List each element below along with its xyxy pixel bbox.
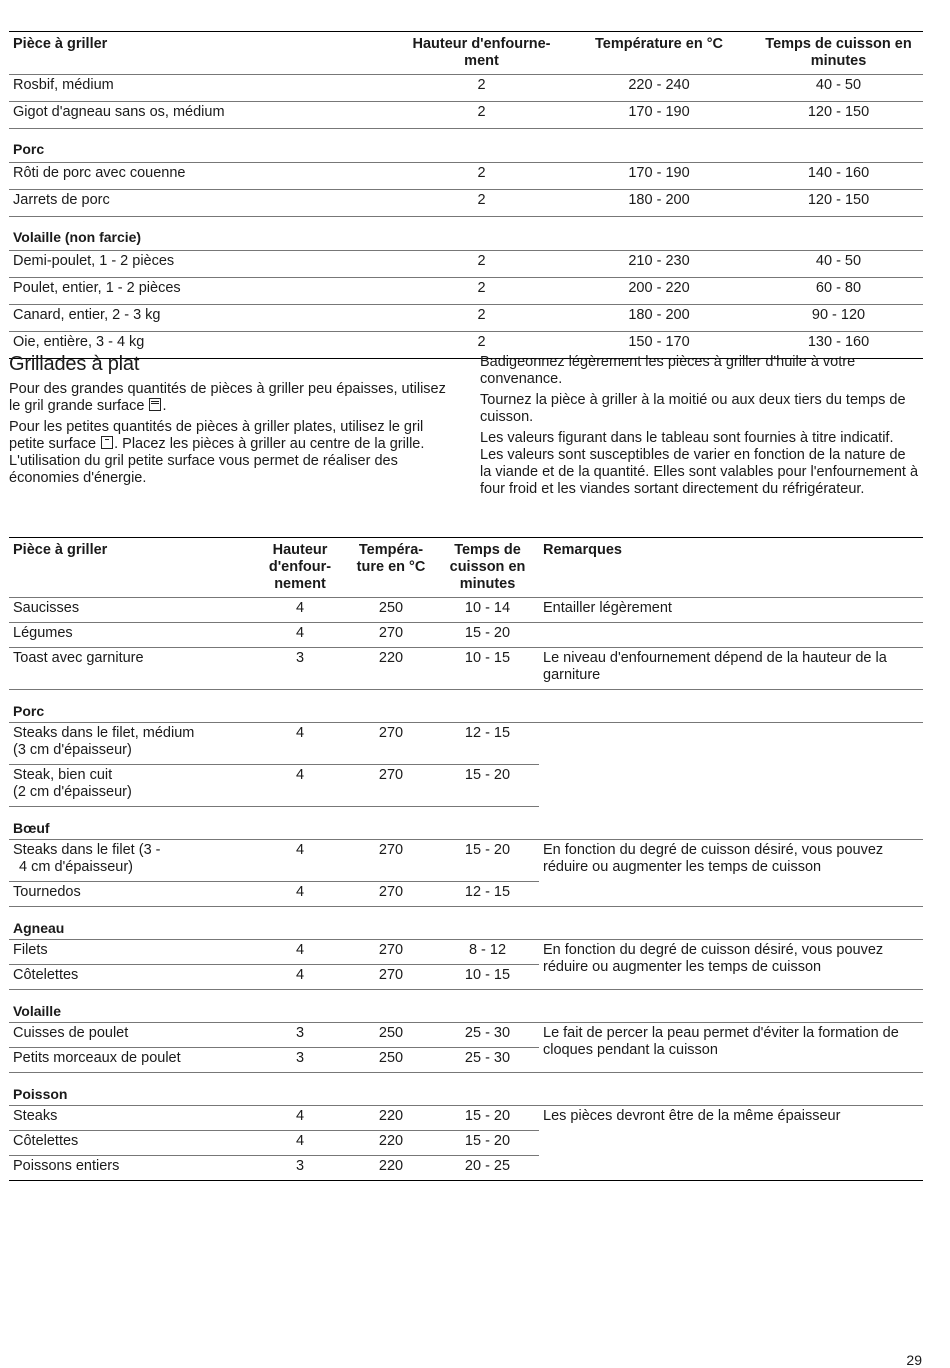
group-label: Agneau: [9, 907, 923, 940]
cell: 10 - 14: [436, 598, 539, 623]
cell: 15 - 20: [436, 1131, 539, 1156]
cell: 250: [346, 1023, 436, 1048]
cell: 4: [254, 840, 346, 882]
cell: 270: [346, 723, 436, 765]
group-label: Bœuf: [9, 807, 923, 840]
paragraph: Badigeonnez légèrement les pièces à griller d'huile à votre convenance.: [480, 354, 856, 387]
page-number: 29: [906, 1352, 922, 1368]
table-row: [9, 251, 923, 278]
cell: 25 - 30: [436, 1023, 539, 1048]
cell: 220 - 240: [564, 75, 754, 102]
cell: 15 - 20: [436, 1106, 539, 1131]
cell: 4: [254, 598, 346, 623]
cell: 2: [399, 102, 564, 129]
remark-cell: En fonction du degré de cuisson désiré, vous pouvez réduire ou augmenter les temps de cuisson: [539, 940, 923, 990]
paragraph: [9, 381, 449, 415]
cell: 170 - 190: [564, 163, 754, 190]
table-row: [9, 163, 923, 190]
cell-line: Steaks dans le filet, médium: [13, 725, 195, 741]
table-row: [9, 102, 923, 129]
cell: Poissons entiers: [13, 1158, 120, 1174]
cell: 15 - 20: [436, 765, 539, 807]
paragraph: Les valeurs figurant dans le tableau sont fournies à titre indicatif. Les valeurs sont susceptibles de varier en fonction de la nature de la viande et de la quantité. Elles sont valables pour l'enfournement à four froid et les viandes sortant directement du réfrigérateur.: [480, 430, 919, 497]
cell: 2: [399, 251, 564, 278]
group-row: [9, 907, 923, 940]
paragraph: [9, 419, 449, 487]
cell: 4: [254, 940, 346, 965]
cell: 270: [346, 623, 436, 648]
remark-cell: Le fait de percer la peau permet d'éviter la formation de cloques pendant la cuisson: [539, 1023, 923, 1073]
large-grill-icon: [149, 398, 161, 411]
col-header: Tempéra-ture en °C: [346, 538, 436, 598]
cell: 40 - 50: [754, 251, 923, 278]
group-label: Poisson: [9, 1073, 923, 1106]
cell: Filets: [9, 940, 254, 965]
remark-cell: [539, 623, 923, 648]
cell: Saucisses: [9, 598, 254, 623]
cell: 12 - 15: [436, 882, 539, 907]
cell: 120 - 150: [754, 190, 923, 217]
cell: 3: [254, 1023, 346, 1048]
cell: 8 - 12: [436, 940, 539, 965]
col-header: Temps de cuisson en minutes: [436, 538, 539, 598]
cell: 140 - 160: [754, 163, 923, 190]
cell: [9, 765, 254, 807]
paragraph-text: .: [162, 398, 167, 414]
table-header: [9, 32, 923, 75]
cell: 200 - 220: [564, 278, 754, 305]
cell: 250: [346, 1048, 436, 1073]
cell: 2: [399, 190, 564, 217]
cell: [9, 723, 254, 765]
col-header: Température en °C: [564, 32, 754, 75]
cell: Rôti de porc avec couenne: [9, 163, 399, 190]
col-header: Pièce à griller: [9, 538, 254, 598]
remark-cell: [539, 723, 923, 807]
table-header: [9, 538, 923, 598]
cell: Petits morceaux de poulet: [9, 1048, 254, 1073]
grilling-table: [9, 537, 923, 1181]
col-header: Remarques: [539, 538, 923, 598]
cell: Tournedos: [9, 882, 254, 907]
group-row: [9, 129, 923, 163]
cell: Poulet, entier, 1 - 2 pièces: [9, 278, 399, 305]
group-label: Porc: [9, 690, 923, 723]
cell: Steaks: [9, 1106, 254, 1131]
cell-line: (3 cm d'épaisseur): [13, 742, 132, 758]
cell: 4: [254, 723, 346, 765]
remark-cell: En fonction du degré de cuisson désiré, vous pouvez réduire ou augmenter les temps de cuisson: [539, 840, 923, 907]
table-row: [9, 278, 923, 305]
cell-line: 4 cm d'épaisseur): [19, 859, 133, 875]
cell-line: Steak, bien cuit: [13, 767, 113, 783]
cell: 2: [399, 75, 564, 102]
roasting-table: [9, 31, 923, 359]
cell: 220: [346, 1131, 436, 1156]
cell: 130 - 160: [807, 334, 870, 350]
cell: 180 - 200: [564, 190, 754, 217]
cell: 12 - 15: [436, 723, 539, 765]
cell: 10 - 15: [436, 965, 539, 990]
cell-line: (2 cm d'épaisseur): [13, 784, 132, 800]
cell: 170 - 190: [564, 102, 754, 129]
col-header: Hauteur d'enfourne-ment: [399, 32, 564, 75]
cell: 2: [399, 305, 564, 332]
cell: 2: [477, 334, 486, 350]
cell: 60 - 80: [754, 278, 923, 305]
group-row: [9, 807, 923, 840]
table-row: [9, 190, 923, 217]
cell: 15 - 20: [436, 840, 539, 882]
group-row: [9, 217, 923, 251]
cell: 270: [346, 965, 436, 990]
cell: 150 - 170: [628, 334, 690, 350]
paragraph-text: Pour des grandes quantités de pièces à griller peu épaisses, utilisez le gril grande surface: [9, 381, 446, 414]
table-row: [9, 723, 923, 765]
remark-cell: Les pièces devront être de la même épaisseur: [543, 1108, 841, 1124]
cell: Côtelettes: [9, 1131, 254, 1156]
cell: 4: [254, 1131, 346, 1156]
cell: 20 - 25: [464, 1158, 511, 1174]
cell-line: Steaks dans le filet (3 -: [13, 842, 161, 858]
cell: 270: [346, 840, 436, 882]
cell: 4: [254, 765, 346, 807]
cell: 220: [346, 1106, 436, 1131]
paragraph: Tournez la pièce à griller à la moitié ou aux deux tiers du temps de cuisson.: [480, 392, 906, 425]
cell: Jarrets de porc: [9, 190, 399, 217]
cell: 270: [346, 765, 436, 807]
cell: 40 - 50: [754, 75, 923, 102]
table-row: [9, 598, 923, 623]
cell: 15 - 20: [436, 623, 539, 648]
cell: Légumes: [9, 623, 254, 648]
remark-cell: Entailler légèrement: [539, 598, 923, 623]
cell: 220: [378, 1158, 404, 1174]
cell: 250: [346, 598, 436, 623]
table-row: [9, 623, 923, 648]
intro-left-column: [9, 381, 449, 491]
table-row: [9, 940, 923, 965]
cell: 3: [254, 648, 346, 690]
cell: 270: [346, 882, 436, 907]
table-row: [9, 1023, 923, 1048]
cell: 4: [254, 623, 346, 648]
cell: Rosbif, médium: [9, 75, 399, 102]
table-row: [9, 1106, 923, 1131]
cell: 10 - 15: [436, 648, 539, 690]
col-header: Hauteur d'enfour-nement: [254, 538, 346, 598]
cell: 90 - 120: [754, 305, 923, 332]
section-title: Grillades à plat: [9, 353, 140, 375]
small-grill-icon: [101, 436, 113, 449]
cell: Gigot d'agneau sans os, médium: [9, 102, 399, 129]
group-label: Volaille: [9, 990, 923, 1023]
cell: 270: [346, 940, 436, 965]
cell: 220: [346, 648, 436, 690]
group-row: [9, 690, 923, 723]
cell: 2: [399, 278, 564, 305]
cell: 3: [295, 1158, 305, 1174]
intro-right-column: [480, 354, 920, 502]
table-row: [9, 75, 923, 102]
cell: 120 - 150: [754, 102, 923, 129]
group-label: Porc: [9, 129, 923, 163]
cell: 210 - 230: [564, 251, 754, 278]
table-row: [9, 305, 923, 332]
cell: 2: [399, 163, 564, 190]
table-row: [9, 648, 923, 690]
cell: Cuisses de poulet: [9, 1023, 254, 1048]
cell: Oie, entière, 3 - 4 kg: [13, 334, 145, 350]
group-row: [9, 990, 923, 1023]
table-row: [9, 840, 923, 882]
cell: 4: [254, 882, 346, 907]
cell: [9, 840, 254, 882]
group-row: [9, 1073, 923, 1106]
col-header: Temps de cuisson en minutes: [754, 32, 923, 75]
paragraph-text: . Placez les pièces à griller au centre de la grille. L'utilisation du gril petite surface vous permet de réaliser des économies d'énergie.: [9, 436, 425, 486]
col-header: Pièce à griller: [9, 32, 399, 75]
remark-cell: Le niveau d'enfournement dépend de la hauteur de la garniture: [539, 648, 923, 690]
group-label: Volaille (non farcie): [9, 217, 923, 251]
cell: Demi-poulet, 1 - 2 pièces: [9, 251, 399, 278]
cell: 25 - 30: [436, 1048, 539, 1073]
paragraph-text: Pour les petites quantités de pièces à griller plates, utilisez le gril petite surface: [9, 419, 424, 452]
cell: 180 - 200: [564, 305, 754, 332]
cell: 3: [254, 1048, 346, 1073]
cell: Toast avec garniture: [9, 648, 254, 690]
cell: 4: [254, 965, 346, 990]
cell: 4: [254, 1106, 346, 1131]
cell: Côtelettes: [9, 965, 254, 990]
cell: Canard, entier, 2 - 3 kg: [9, 305, 399, 332]
